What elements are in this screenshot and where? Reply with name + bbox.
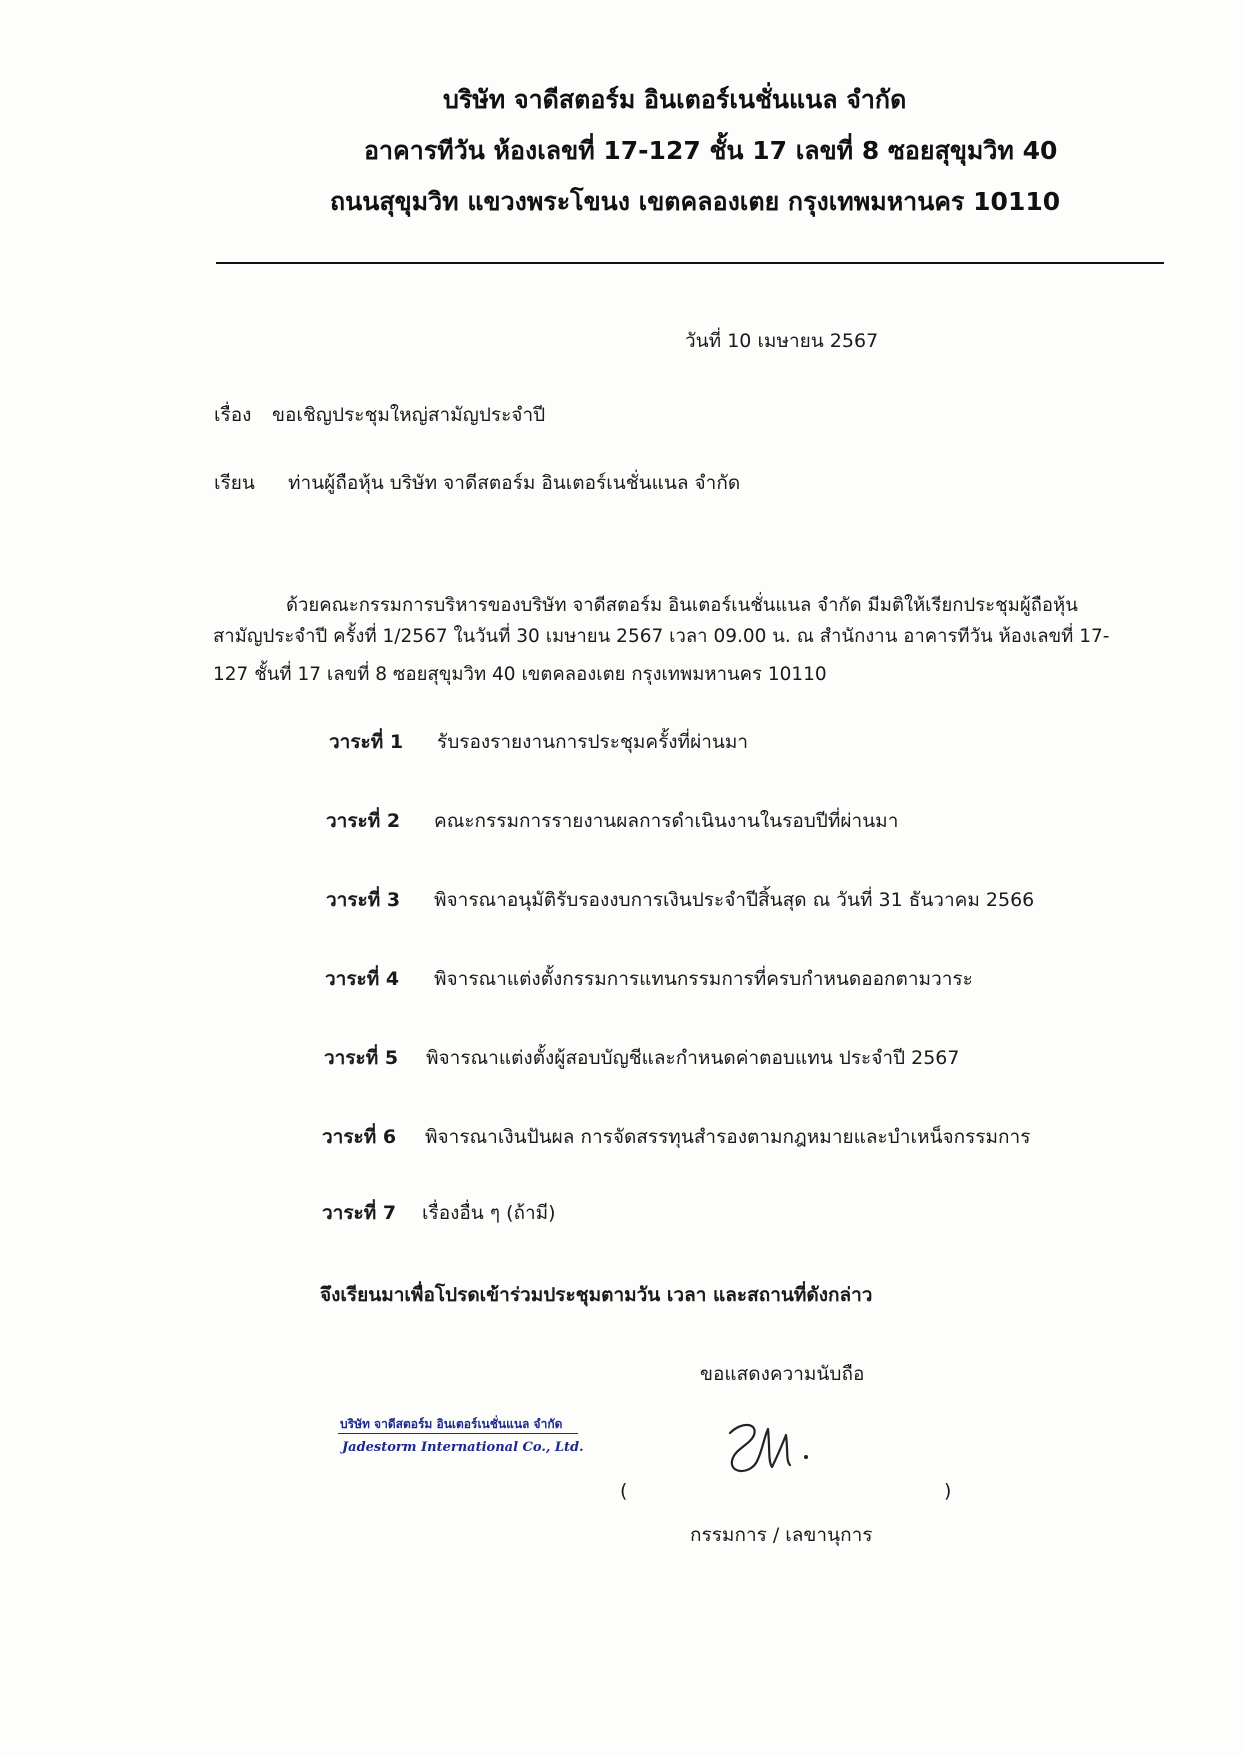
agenda-label: วาระที่ 5 (324, 1047, 399, 1069)
agenda-label: วาระที่ 2 (326, 810, 401, 832)
regards: ขอแสดงความนับถือ (700, 1363, 865, 1385)
company-stamp-underline (338, 1433, 578, 1434)
agenda-label: วาระที่ 1 (329, 731, 404, 753)
signature-close-paren: ) (944, 1480, 952, 1502)
signatory-title: กรรมการ / เลขานุการ (690, 1524, 873, 1546)
signature-open-paren: ( (620, 1480, 628, 1502)
body-line-3: 127 ชั้นที่ 17 เลขที่ 8 ซอยสุขุมวิท 40 เขตคลองเตย กรุงเทพมหานคร 10110 (213, 664, 827, 685)
agenda-text: พิจารณาอนุมัติรับรองงบการเงินประจำปีสิ้นสุด ณ วันที่ 31 ธันวาคม 2566 (434, 889, 1035, 911)
agenda-text: รับรองรายงานการประชุมครั้งที่ผ่านมา (437, 731, 749, 753)
letterhead-divider (216, 262, 1164, 264)
agenda-label: วาระที่ 7 (322, 1202, 397, 1224)
body-line-2: สามัญประจำปี ครั้งที่ 1/2567 ในวันที่ 30 เมษายน 2567 เวลา 09.00 น. ณ สำนักงาน อาคารทีวัน ห้องเลขที่ 17- (213, 626, 1110, 647)
subject-text: ขอเชิญประชุมใหญ่สามัญประจำปี (272, 404, 546, 426)
agenda-text: คณะกรรมการรายงานผลการดำเนินงานในรอบปีที่ผ่านมา (434, 810, 899, 832)
agenda-label: วาระที่ 6 (322, 1126, 397, 1148)
agenda-text: พิจารณาแต่งตั้งกรรมการแทนกรรมการที่ครบกำหนดออกตามวาระ (434, 968, 973, 990)
letter-date: วันที่ 10 เมษายน 2567 (685, 330, 879, 352)
subject-label: เรื่อง (214, 404, 252, 426)
agenda-label: วาระที่ 4 (325, 968, 400, 990)
company-stamp-english: Jadestorm International Co., Ltd. (342, 1440, 584, 1455)
signature-mark (720, 1415, 820, 1479)
body-line-1: ด้วยคณะกรรมการบริหารของบริษัท จาดีสตอร์ม อินเตอร์เนชั่นแนล จำกัด มีมติให้เรียกประชุมผู้ถือหุ้น (286, 595, 1078, 616)
agenda-text: พิจารณาเงินปันผล การจัดสรรทุนสำรองตามกฎหมายและบำเหน็จกรรมการ (425, 1126, 1031, 1148)
agenda-text: เรื่องอื่น ๆ (ถ้ามี) (422, 1202, 556, 1224)
letterhead-building-address: อาคารทีวัน ห้องเลขที่ 17-127 ชั้น 17 เลขที่ 8 ซอยสุขุมวิท 40 (364, 136, 1058, 165)
closing-statement: จึงเรียนมาเพื่อโปรดเข้าร่วมประชุมตามวัน เวลา และสถานที่ดังกล่าว (320, 1284, 873, 1306)
agenda-label: วาระที่ 3 (326, 889, 401, 911)
recipient-label: เรียน (214, 472, 255, 494)
recipient-text: ท่านผู้ถือหุ้น บริษัท จาดีสตอร์ม อินเตอร์เนชั่นแนล จำกัด (288, 472, 741, 494)
agenda-text: พิจารณาแต่งตั้งผู้สอบบัญชีและกำหนดค่าตอบแทน ประจำปี 2567 (426, 1047, 960, 1069)
letterhead-company-name: บริษัท จาดีสตอร์ม อินเตอร์เนชั่นแนล จำกัด (443, 85, 907, 114)
company-stamp-thai: บริษัท จาดีสตอร์ม อินเตอร์เนชั่นแนล จำกัด (340, 1417, 563, 1431)
letterhead-street-address: ถนนสุขุมวิท แขวงพระโขนง เขตคลองเตย กรุงเทพมหานคร 10110 (330, 187, 1061, 216)
